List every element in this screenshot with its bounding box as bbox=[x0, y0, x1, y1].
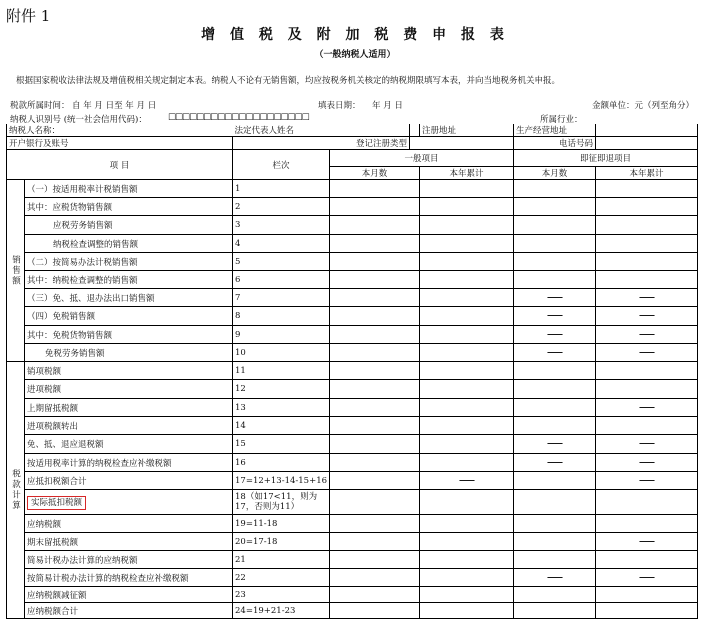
immediate-this-month-cell[interactable] bbox=[514, 399, 596, 417]
general-this-month-cell[interactable] bbox=[330, 344, 420, 362]
general-ytd-cell[interactable] bbox=[420, 271, 514, 289]
row-col-no: 10 bbox=[233, 344, 330, 362]
general-ytd-cell[interactable] bbox=[420, 235, 514, 253]
table-row bbox=[7, 326, 698, 344]
general-this-month-cell[interactable] bbox=[330, 380, 420, 399]
general-ytd-cell[interactable] bbox=[420, 380, 514, 399]
immediate-this-month-cell[interactable] bbox=[514, 472, 596, 490]
table-row bbox=[7, 399, 698, 417]
header-row-1 bbox=[7, 150, 698, 167]
table-row bbox=[7, 253, 698, 271]
row-label: 免、抵、退应退税额 bbox=[25, 435, 233, 454]
row-label: 上期留抵税额 bbox=[25, 399, 233, 417]
tax-return-table bbox=[6, 124, 698, 619]
row-col-no: 12 bbox=[233, 380, 330, 399]
general-ytd-cell[interactable] bbox=[420, 533, 514, 551]
general-this-month-cell[interactable] bbox=[330, 198, 420, 216]
general-ytd-cell[interactable] bbox=[420, 435, 514, 454]
immediate-this-month-cell[interactable] bbox=[514, 490, 596, 515]
immediate-this-month-header: 本月数 bbox=[514, 167, 596, 180]
general-this-month-cell[interactable] bbox=[330, 551, 420, 569]
row-label: 销项税额 bbox=[25, 362, 233, 380]
reg-address-label: 注册地址 bbox=[420, 124, 514, 137]
general-ytd-cell[interactable] bbox=[420, 198, 514, 216]
row-label: 简易计税办法计算的应纳税额 bbox=[25, 551, 233, 569]
immediate-this-month-cell[interactable] bbox=[514, 180, 596, 198]
immediate-ytd-cell[interactable] bbox=[596, 253, 698, 271]
immediate-header: 即征即退项目 bbox=[514, 150, 698, 167]
general-ytd-cell[interactable] bbox=[420, 417, 514, 435]
row-label: 进项税额 bbox=[25, 380, 233, 399]
row-col-no: 8 bbox=[233, 307, 330, 326]
row-col-no: 21 bbox=[233, 551, 330, 569]
table-row bbox=[7, 289, 698, 307]
immediate-this-month-cell[interactable] bbox=[514, 551, 596, 569]
general-ytd-cell[interactable] bbox=[420, 490, 514, 515]
row-label: 纳税检查调整的销售额 bbox=[25, 235, 233, 253]
immediate-ytd-cell[interactable] bbox=[596, 515, 698, 533]
general-ytd-cell[interactable] bbox=[420, 362, 514, 380]
general-ytd-cell[interactable] bbox=[420, 180, 514, 198]
immediate-this-month-cell: —— bbox=[514, 454, 596, 472]
amount-unit: 金额单位：元（列至角分） bbox=[592, 101, 695, 111]
row-col-no: 20=17-18 bbox=[233, 533, 330, 551]
taxpayer-name-label: 纳税人名称： bbox=[7, 124, 233, 137]
intro-text: 根据国家税收法律法规及增值税相关规定制定本表。纳税人不论有无销售额，均应按税务机关核定的纳税期限填写本表，并向当地税务机关申报。 bbox=[16, 76, 561, 86]
immediate-this-month-cell: —— bbox=[514, 344, 596, 362]
row-label: 应抵扣税额合计 bbox=[25, 472, 233, 490]
row-label: 进项税额转出 bbox=[25, 417, 233, 435]
general-this-month-cell[interactable] bbox=[330, 533, 420, 551]
row-col-no: 16 bbox=[233, 454, 330, 472]
reg-type-label: 登记注册类型 bbox=[233, 137, 410, 150]
table-row bbox=[7, 569, 698, 587]
immediate-ytd-cell: —— bbox=[596, 307, 698, 326]
immediate-this-month-cell: —— bbox=[514, 569, 596, 587]
bank-label: 开户银行及账号 bbox=[7, 137, 233, 150]
row-col-no: 5 bbox=[233, 253, 330, 271]
row-label: （一）按适用税率计税销售额 bbox=[25, 180, 233, 198]
general-this-month-cell[interactable] bbox=[330, 289, 420, 307]
immediate-ytd-cell[interactable] bbox=[596, 417, 698, 435]
period-value[interactable]: 自 年 月 日至 年 月 日 bbox=[72, 101, 157, 111]
legal-rep-value[interactable] bbox=[410, 124, 420, 137]
general-this-month-cell[interactable] bbox=[330, 307, 420, 326]
table-row bbox=[7, 417, 698, 435]
table-row bbox=[7, 551, 698, 569]
highlighted-label: 实际抵扣税额 bbox=[27, 496, 86, 510]
immediate-ytd-cell: —— bbox=[596, 569, 698, 587]
table-row bbox=[7, 490, 698, 515]
general-header: 一般项目 bbox=[330, 150, 514, 167]
biz-address-value[interactable] bbox=[596, 124, 698, 137]
immediate-this-month-cell: —— bbox=[514, 435, 596, 454]
general-ytd-cell[interactable] bbox=[420, 326, 514, 344]
immediate-ytd-cell[interactable] bbox=[596, 587, 698, 603]
immediate-this-month-cell[interactable] bbox=[514, 603, 596, 619]
row-col-no: 22 bbox=[233, 569, 330, 587]
immediate-this-month-cell[interactable] bbox=[514, 216, 596, 235]
table-row bbox=[7, 603, 698, 619]
table-row bbox=[7, 362, 698, 380]
general-this-month-cell[interactable] bbox=[330, 180, 420, 198]
biz-address-label: 生产经营地址 bbox=[514, 124, 596, 137]
row-label: （三）免、抵、退办法出口销售额 bbox=[25, 289, 233, 307]
general-this-month-cell[interactable] bbox=[330, 235, 420, 253]
phone-label: 电话号码 bbox=[514, 137, 596, 150]
col-no-header: 栏次 bbox=[233, 150, 330, 180]
immediate-ytd-cell[interactable] bbox=[596, 551, 698, 569]
taxpayer-id-boxes[interactable]: □□□□□□□□□□□□□□□□□□□□ bbox=[168, 112, 309, 122]
general-ytd-cell[interactable] bbox=[420, 344, 514, 362]
immediate-this-month-cell[interactable] bbox=[514, 253, 596, 271]
table-row bbox=[7, 271, 698, 289]
row-col-no: 11 bbox=[233, 362, 330, 380]
immediate-this-month-cell[interactable] bbox=[514, 235, 596, 253]
immediate-ytd-cell: —— bbox=[596, 326, 698, 344]
info-row-1 bbox=[7, 124, 698, 137]
general-this-month-cell[interactable] bbox=[330, 454, 420, 472]
row-label: 按简易计税办法计算的纳税检查应补缴税额 bbox=[25, 569, 233, 587]
general-ytd-cell[interactable] bbox=[420, 454, 514, 472]
row-col-no: 2 bbox=[233, 198, 330, 216]
general-ytd-cell[interactable] bbox=[420, 289, 514, 307]
immediate-ytd-cell[interactable] bbox=[596, 362, 698, 380]
general-ytd-cell[interactable] bbox=[420, 551, 514, 569]
general-ytd-cell[interactable] bbox=[420, 216, 514, 235]
row-label: 应纳税额合计 bbox=[25, 603, 233, 619]
immediate-ytd-cell: —— bbox=[596, 435, 698, 454]
immediate-ytd-header: 本年累计 bbox=[596, 167, 698, 180]
general-this-month-cell[interactable] bbox=[330, 417, 420, 435]
general-this-month-cell[interactable] bbox=[330, 326, 420, 344]
general-this-month-cell[interactable] bbox=[330, 587, 420, 603]
phone-value[interactable] bbox=[596, 137, 698, 150]
general-ytd-cell[interactable] bbox=[420, 307, 514, 326]
general-this-month-cell[interactable] bbox=[330, 603, 420, 619]
fill-date-value[interactable]: 年 月 日 bbox=[372, 101, 403, 111]
general-ytd-cell[interactable] bbox=[420, 603, 514, 619]
row-label: 按适用税率计算的纳税检查应补缴税额 bbox=[25, 454, 233, 472]
row-col-no: 15 bbox=[233, 435, 330, 454]
immediate-this-month-cell[interactable] bbox=[514, 198, 596, 216]
general-ytd-cell[interactable] bbox=[420, 253, 514, 271]
immediate-ytd-cell: —— bbox=[596, 472, 698, 490]
immediate-this-month-cell[interactable] bbox=[514, 417, 596, 435]
immediate-this-month-cell[interactable] bbox=[514, 271, 596, 289]
row-col-no: 4 bbox=[233, 235, 330, 253]
table-row bbox=[7, 180, 698, 198]
immediate-ytd-cell[interactable] bbox=[596, 216, 698, 235]
immediate-ytd-cell: —— bbox=[596, 344, 698, 362]
row-col-no: 23 bbox=[233, 587, 330, 603]
attachment-label: 附件 1 bbox=[6, 7, 51, 25]
table-row bbox=[7, 235, 698, 253]
row-col-no: 1 bbox=[233, 180, 330, 198]
immediate-this-month-cell: —— bbox=[514, 307, 596, 326]
row-label: 应税劳务销售额 bbox=[25, 216, 233, 235]
general-this-month-cell[interactable] bbox=[330, 569, 420, 587]
immediate-ytd-cell: —— bbox=[596, 533, 698, 551]
row-col-no: 14 bbox=[233, 417, 330, 435]
immediate-this-month-cell[interactable] bbox=[514, 362, 596, 380]
immediate-ytd-cell: —— bbox=[596, 289, 698, 307]
row-label: 其中：纳税检查调整的销售额 bbox=[25, 271, 233, 289]
period-label: 税款所属时间： bbox=[10, 101, 70, 111]
row-label bbox=[25, 490, 233, 515]
row-col-no: 18（如17<11，则为17，否则为11） bbox=[233, 490, 330, 515]
general-ytd-cell[interactable] bbox=[420, 587, 514, 603]
general-this-month-cell[interactable] bbox=[330, 271, 420, 289]
general-ytd-cell[interactable] bbox=[420, 515, 514, 533]
table-row bbox=[7, 587, 698, 603]
legal-rep-label: 法定代表人姓名 bbox=[233, 124, 410, 137]
immediate-ytd-cell[interactable] bbox=[596, 271, 698, 289]
immediate-ytd-cell: —— bbox=[596, 399, 698, 417]
immediate-this-month-cell[interactable] bbox=[514, 380, 596, 399]
immediate-ytd-cell: —— bbox=[596, 454, 698, 472]
row-label: 期末留抵税额 bbox=[25, 533, 233, 551]
table-row bbox=[7, 454, 698, 472]
row-label: 其中：应税货物销售额 bbox=[25, 198, 233, 216]
general-this-month-cell[interactable] bbox=[330, 216, 420, 235]
row-col-no: 3 bbox=[233, 216, 330, 235]
table-row bbox=[7, 380, 698, 399]
general-ytd-header: 本年累计 bbox=[420, 167, 514, 180]
table-row bbox=[7, 515, 698, 533]
general-this-month-cell[interactable] bbox=[330, 515, 420, 533]
table-row bbox=[7, 344, 698, 362]
reg-type-value[interactable] bbox=[410, 137, 514, 150]
row-col-no: 7 bbox=[233, 289, 330, 307]
item-header: 项 目 bbox=[7, 150, 233, 180]
row-label: 其中：免税货物销售额 bbox=[25, 326, 233, 344]
general-this-month-cell[interactable] bbox=[330, 435, 420, 454]
immediate-this-month-cell: —— bbox=[514, 326, 596, 344]
general-this-month-cell[interactable] bbox=[330, 472, 420, 490]
form-subtitle: （一般纳税人适用） bbox=[314, 50, 396, 60]
general-ytd-cell[interactable] bbox=[420, 399, 514, 417]
general-ytd-cell: —— bbox=[420, 472, 514, 490]
table-row bbox=[7, 533, 698, 551]
row-col-no: 6 bbox=[233, 271, 330, 289]
row-label: 应纳税额 bbox=[25, 515, 233, 533]
fill-date-label: 填表日期： bbox=[318, 101, 361, 111]
immediate-this-month-cell: —— bbox=[514, 289, 596, 307]
immediate-this-month-cell[interactable] bbox=[514, 587, 596, 603]
general-this-month-cell[interactable] bbox=[330, 490, 420, 515]
row-col-no: 19=11-18 bbox=[233, 515, 330, 533]
info-row-2 bbox=[7, 137, 698, 150]
general-ytd-cell[interactable] bbox=[420, 569, 514, 587]
taxpayer-id-label: 纳税人识别号 (统一社会信用代码)： bbox=[10, 115, 147, 125]
general-this-month-header: 本月数 bbox=[330, 167, 420, 180]
row-col-no: 24=19+21-23 bbox=[233, 603, 330, 619]
general-this-month-cell[interactable] bbox=[330, 362, 420, 380]
immediate-ytd-cell[interactable] bbox=[596, 235, 698, 253]
general-this-month-cell[interactable] bbox=[330, 253, 420, 271]
industry-label: 所属行业： bbox=[540, 115, 583, 125]
group-sales: 销售额 bbox=[7, 180, 25, 362]
immediate-ytd-cell[interactable] bbox=[596, 198, 698, 216]
row-col-no: 17=12+13-14-15+16 bbox=[233, 472, 330, 490]
table-row bbox=[7, 216, 698, 235]
immediate-this-month-cell[interactable] bbox=[514, 533, 596, 551]
row-col-no: 13 bbox=[233, 399, 330, 417]
group-tax: 税款计算 bbox=[7, 362, 25, 619]
immediate-ytd-cell[interactable] bbox=[596, 490, 698, 515]
row-label: 应纳税额减征额 bbox=[25, 587, 233, 603]
table-row bbox=[7, 472, 698, 490]
row-label: （二）按简易办法计税销售额 bbox=[25, 253, 233, 271]
immediate-ytd-cell[interactable] bbox=[596, 180, 698, 198]
table-row bbox=[7, 198, 698, 216]
row-label: 免税劳务销售额 bbox=[25, 344, 233, 362]
immediate-this-month-cell[interactable] bbox=[514, 515, 596, 533]
row-label: （四）免税销售额 bbox=[25, 307, 233, 326]
table-row bbox=[7, 307, 698, 326]
form-title: 增 值 税 及 附 加 税 费 申 报 表 bbox=[201, 27, 509, 43]
table-row bbox=[7, 435, 698, 454]
immediate-ytd-cell[interactable] bbox=[596, 603, 698, 619]
general-this-month-cell[interactable] bbox=[330, 399, 420, 417]
row-col-no: 9 bbox=[233, 326, 330, 344]
immediate-ytd-cell[interactable] bbox=[596, 380, 698, 399]
